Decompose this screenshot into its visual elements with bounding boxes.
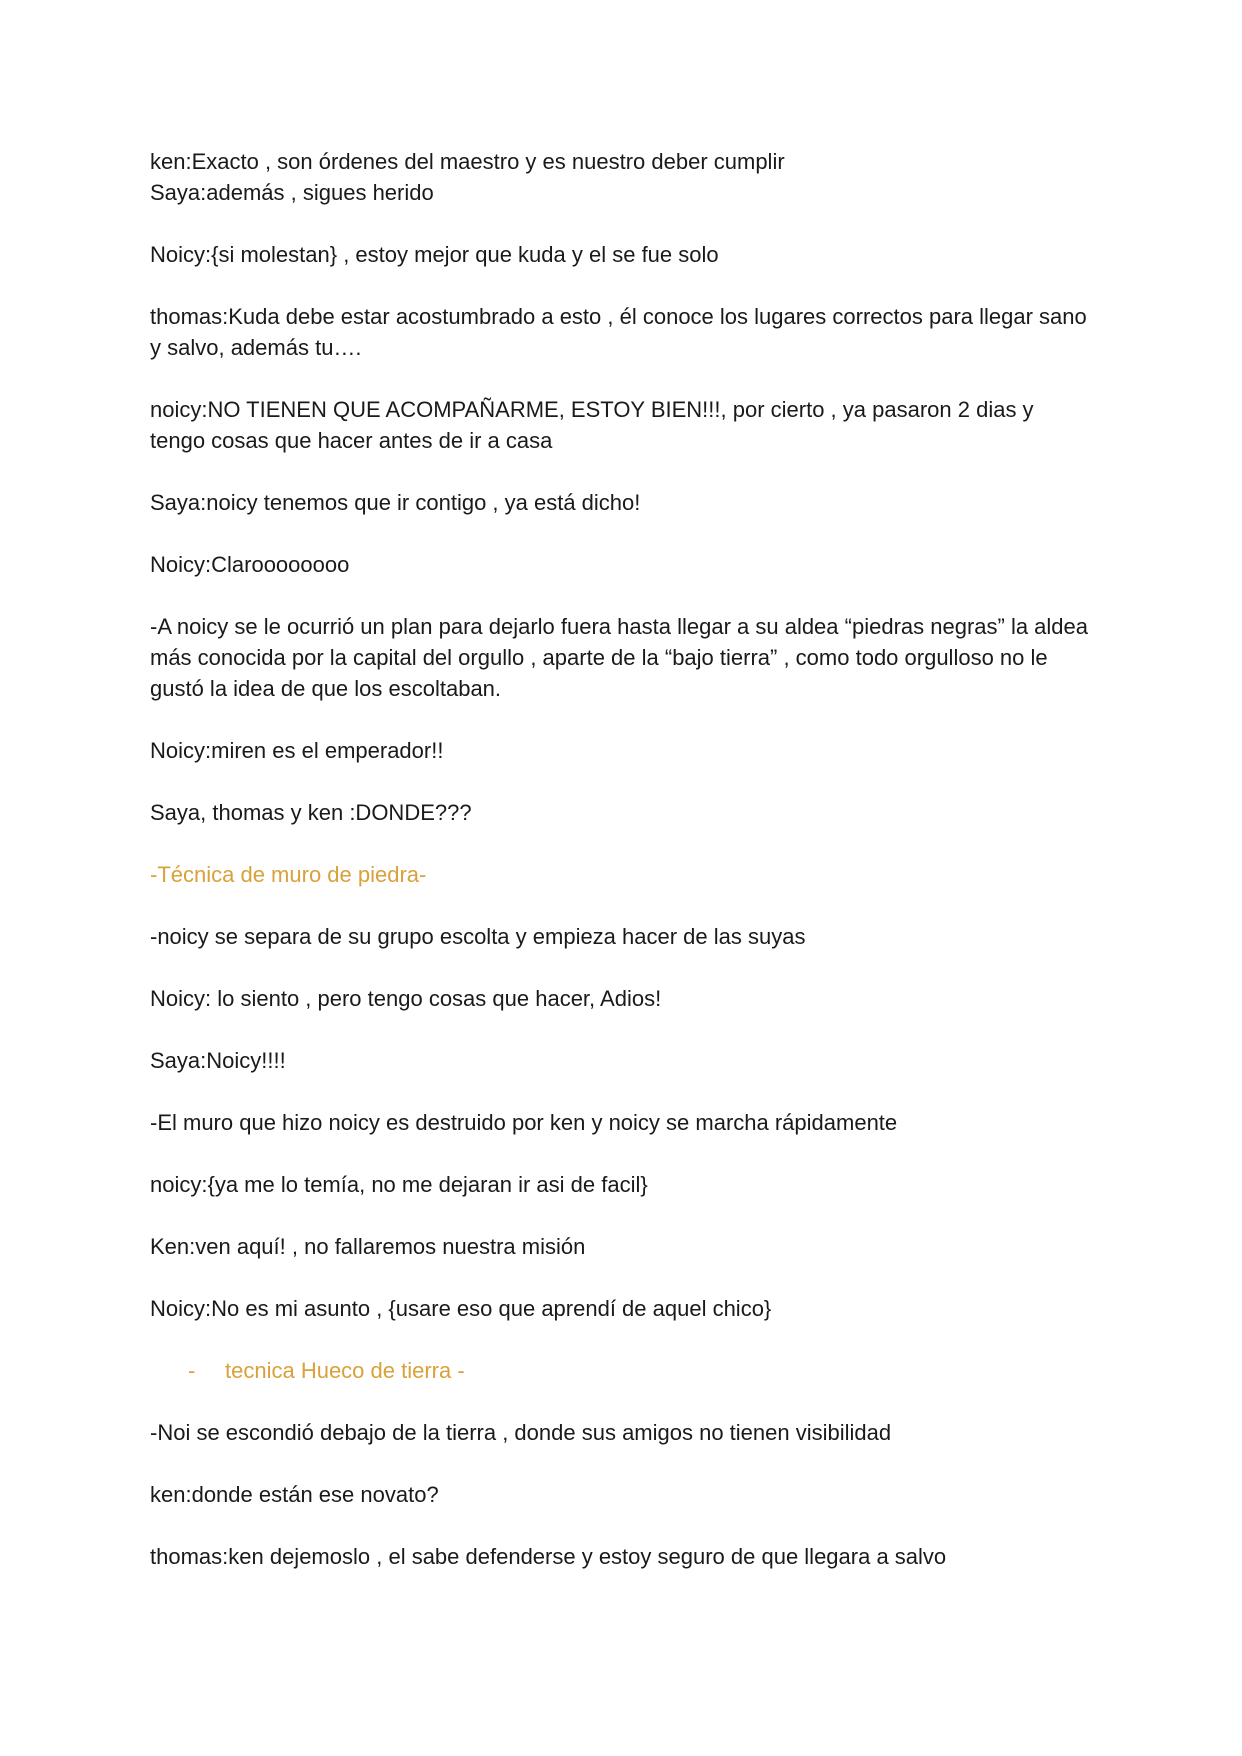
dialogue-line: Saya:además , sigues herido (150, 180, 434, 205)
document-body (150, 146, 1090, 1603)
dialogue-line: Noicy:miren es el emperador!! (150, 738, 444, 763)
dialogue-line: Noicy: lo siento , pero tengo cosas que hacer, Adios! (150, 986, 662, 1011)
dialogue-line: noicy:{ya me lo temía, no me dejaran ir asi de facil} (150, 1172, 648, 1197)
dialogue-line: ken:donde están ese novato? (150, 1482, 439, 1507)
technique-bullet-heading (150, 1355, 1090, 1386)
dialogue-line: Ken:ven aquí! , no fallaremos nuestra misión (150, 1234, 586, 1259)
bullet-dash: - (188, 1358, 196, 1383)
dialogue-line: ken:Exacto , son órdenes del maestro y es nuestro deber cumplir (150, 149, 785, 174)
narration-paragraph: -El muro que hizo noicy es destruido por ken y noicy se marcha rápidamente (150, 1110, 898, 1135)
dialogue-line: Saya, thomas y ken :DONDE??? (150, 800, 472, 825)
narration-paragraph: -A noicy se le ocurrió un plan para dejarlo fuera hasta llegar a su aldea “piedras negras” la aldea más conocida por la capital del orgullo , aparte de la “bajo tierra” , como todo orgulloso no le gustó la idea de que los escoltaban. (150, 614, 1089, 701)
dialogue-line: Saya:Noicy!!!! (150, 1048, 286, 1073)
dialogue-line: Noicy:No es mi asunto , {usare eso que aprendí de aquel chico} (150, 1296, 772, 1321)
technique-heading: -Técnica de muro de piedra- (150, 862, 427, 887)
dialogue-line: noicy:NO TIENEN QUE ACOMPAÑARME, ESTOY BIEN!!!, por cierto , ya pasaron 2 dias y tengo cosas que hacer antes de ir a casa (150, 397, 1034, 453)
narration-paragraph: -noicy se separa de su grupo escolta y empieza hacer de las suyas (150, 924, 806, 949)
technique-heading-text: tecnica Hueco de tierra - (225, 1358, 465, 1383)
dialogue-line: thomas:ken dejemoslo , el sabe defenderse y estoy seguro de que llegara a salvo (150, 1544, 947, 1569)
dialogue-line: Noicy:Claroooooooo (150, 552, 350, 577)
dialogue-line: Noicy:{si molestan} , estoy mejor que kuda y el se fue solo (150, 242, 719, 267)
dialogue-line: Saya:noicy tenemos que ir contigo , ya está dicho! (150, 490, 641, 515)
dialogue-line: thomas:Kuda debe estar acostumbrado a esto , él conoce los lugares correctos para llegar sano y salvo, además tu…. (150, 304, 1087, 360)
narration-paragraph: -Noi se escondió debajo de la tierra , donde sus amigos no tienen visibilidad (150, 1420, 892, 1445)
